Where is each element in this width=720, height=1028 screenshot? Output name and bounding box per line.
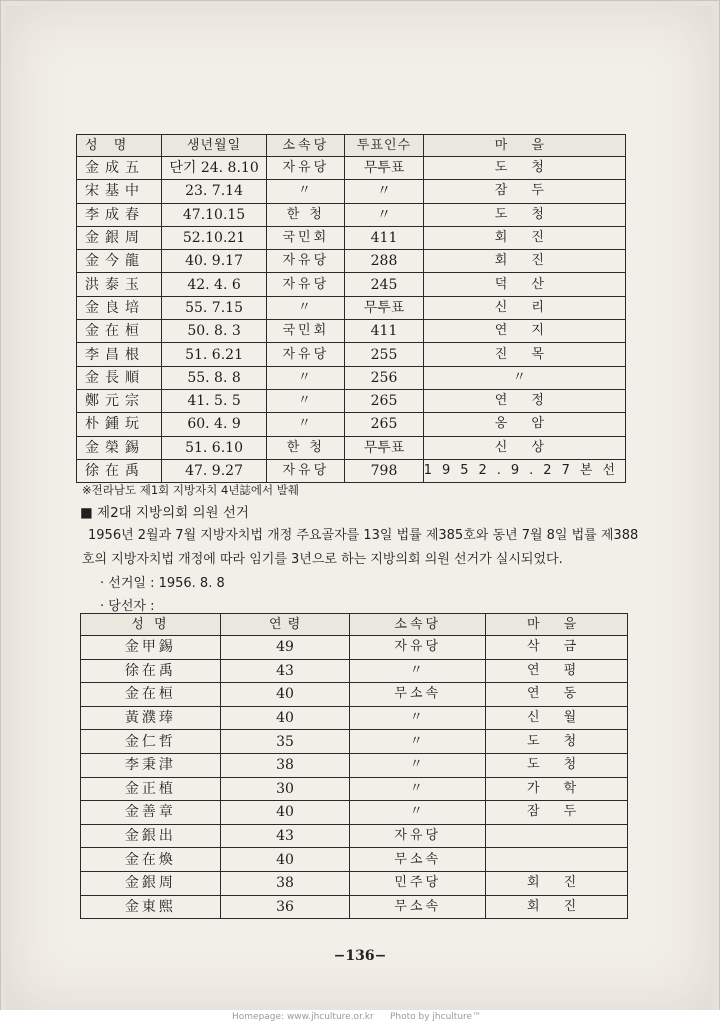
table-cell: 〃 [345,180,423,203]
section-title: ■ 제2대 지방의회 의원 선거 [80,505,249,521]
table-cell: 자유당 [267,273,345,296]
table-cell: 金良培 [77,296,162,319]
header-row [81,614,628,636]
election-date: · 선거일 : 1956. 8. 8 [100,576,225,591]
table-cell: 〃 [423,366,625,389]
table-cell: 265 [345,413,423,436]
table-cell: 삭 금 [486,636,628,660]
footer-homepage: Homepage: www.jhculture.or.kr [232,1012,374,1022]
table-cell: 자유당 [267,157,345,180]
table-row [81,824,628,848]
table-cell: 〃 [350,753,486,777]
table-cell: 신 상 [423,436,625,459]
table-row [77,203,626,226]
table-cell: 51. 6.21 [161,343,267,366]
table-row [81,636,628,660]
table-row [81,848,628,872]
table-row [77,180,626,203]
table-row [81,683,628,707]
table-row [77,296,626,319]
table-cell: 金在煥 [81,848,221,872]
table-row [81,895,628,919]
table-cell: 무투표 [345,436,423,459]
table-cell: 잠 두 [486,801,628,825]
table-row [81,801,628,825]
table-cell: 鄭元宗 [77,389,162,412]
table-cell: 〃 [350,706,486,730]
table-cell: 자유당 [267,343,345,366]
table-cell: 1952.9.27본선 [423,459,625,482]
table-cell: 회 진 [423,226,625,249]
column-header: 성 명 [81,614,221,636]
table-row [77,273,626,296]
table-cell [486,824,628,848]
table-cell: 43 [220,824,350,848]
table-cell: 55. 8. 8 [161,366,267,389]
table-cell: 411 [345,226,423,249]
table-cell: 40 [220,801,350,825]
table-cell: 金銀周 [81,871,221,895]
table-cell: 38 [220,871,350,895]
table-cell: 30 [220,777,350,801]
table-cell: 40. 9.17 [161,250,267,273]
table-cell: 49 [220,636,350,660]
table-cell: 李成春 [77,203,162,226]
table-row [77,413,626,436]
table-cell: 도 청 [486,730,628,754]
table-cell: 국민회 [267,320,345,343]
table-cell: 옹 암 [423,413,625,436]
table-cell: 〃 [267,389,345,412]
table-cell: 〃 [350,730,486,754]
column-header: 생년월일 [161,135,267,157]
table-cell: 연 정 [423,389,625,412]
table-cell: 40 [220,848,350,872]
table-cell: 무소속 [350,683,486,707]
table-row [81,871,628,895]
source-note: ※전라남도 제1회 지방자치 4년誌에서 발췌 [82,483,300,497]
table-row [77,459,626,482]
table-cell: 43 [220,659,350,683]
table-cell: 한 청 [267,436,345,459]
table-cell: 잠 두 [423,180,625,203]
table-cell: 金成五 [77,157,162,180]
table-row [81,777,628,801]
table-cell: 자유당 [267,250,345,273]
table-cell: 〃 [267,180,345,203]
table-cell: 金在桓 [81,683,221,707]
table-cell: 李秉津 [81,753,221,777]
table-cell: 288 [345,250,423,273]
table-cell [486,848,628,872]
table-cell: 〃 [267,366,345,389]
table-cell: 51. 6.10 [161,436,267,459]
table-row [77,226,626,249]
table-cell: 徐在禹 [81,659,221,683]
table-cell: 40 [220,683,350,707]
table-cell: 金東熙 [81,895,221,919]
table-cell: 41. 5. 5 [161,389,267,412]
table-cell: 회 진 [486,871,628,895]
table-row [81,706,628,730]
header-row [77,135,626,157]
table-cell: 도 청 [423,203,625,226]
table-cell: 60. 4. 9 [161,413,267,436]
table-cell: 金今龍 [77,250,162,273]
table-cell: 〃 [267,413,345,436]
table-cell: 국민회 [267,226,345,249]
table-cell: 宋基中 [77,180,162,203]
table-cell: 〃 [267,296,345,319]
table-row [81,753,628,777]
table-cell: 411 [345,320,423,343]
table-row [77,389,626,412]
table-cell: 자유당 [267,459,345,482]
table-cell: 金銀出 [81,824,221,848]
table-cell: 도 청 [486,753,628,777]
table-cell: 연 평 [486,659,628,683]
page-number: −136− [333,948,387,964]
table-row [77,366,626,389]
table-cell: 金正植 [81,777,221,801]
table-cell: 한 청 [267,203,345,226]
table-cell: 42. 4. 6 [161,273,267,296]
table-cell: 〃 [350,777,486,801]
column-header: 투표인수 [345,135,423,157]
table-cell: 단기 24. 8.10 [161,157,267,180]
table-cell: 李昌根 [77,343,162,366]
table-cell: 256 [345,366,423,389]
table-cell: 도 청 [423,157,625,180]
table-cell: 가 학 [486,777,628,801]
table-cell: 47.10.15 [161,203,267,226]
table-cell: 연 동 [486,683,628,707]
table-cell: 47. 9.27 [161,459,267,482]
table-cell: 회 진 [486,895,628,919]
table-cell: 50. 8. 3 [161,320,267,343]
table-cell: 朴鍾玩 [77,413,162,436]
table-cell: 진 목 [423,343,625,366]
footer-photo-credit: Photo by jhculture™ [390,1012,482,1022]
column-header: 마 을 [486,614,628,636]
table-cell: 798 [345,459,423,482]
council-members-table-2 [80,613,628,919]
table-cell: 黃濮琫 [81,706,221,730]
table-row [77,436,626,459]
table-cell: 245 [345,273,423,296]
table-cell: 金長順 [77,366,162,389]
table-cell: 회 진 [423,250,625,273]
table-cell: 金銀周 [77,226,162,249]
table-cell: 金善章 [81,801,221,825]
table-cell: 40 [220,706,350,730]
table-cell: 자유당 [350,636,486,660]
table-row [77,157,626,180]
council-members-table-1 [76,134,626,483]
table-cell: 金甲錫 [81,636,221,660]
table-cell: 신 리 [423,296,625,319]
table-cell: 255 [345,343,423,366]
table-cell: 265 [345,389,423,412]
table-row [77,250,626,273]
elected-label: · 당선자 : [100,599,155,614]
table-cell: 洪泰玉 [77,273,162,296]
table-row [81,730,628,754]
table-cell: 무소속 [350,895,486,919]
table-cell: 민주당 [350,871,486,895]
footer-strip [0,1010,720,1028]
table-cell: 〃 [350,801,486,825]
table-cell: 덕 산 [423,273,625,296]
table-cell: 무투표 [345,296,423,319]
table-cell: 金在桓 [77,320,162,343]
body-paragraph: 1956년 2월과 7월 지방자치법 개정 주요골자를 13일 법률 제385호와 동년 7월 8일 법률 제388호의 지방자치법 개정에 따라 임기를 3년으로 하는 지방의회 의원 선거가 실시되었다. [82,528,639,567]
column-header: 소속당 [350,614,486,636]
table-cell: 연 지 [423,320,625,343]
table-cell: 35 [220,730,350,754]
table-cell: 38 [220,753,350,777]
table-cell: 52.10.21 [161,226,267,249]
column-header: 소속당 [267,135,345,157]
table-cell: 신 월 [486,706,628,730]
table-cell: 徐在禹 [77,459,162,482]
table-cell: 무소속 [350,848,486,872]
table-cell: 金榮錫 [77,436,162,459]
column-header: 연 령 [220,614,350,636]
column-header: 마 을 [423,135,625,157]
table-cell: 55. 7.15 [161,296,267,319]
table-cell: 자유당 [350,824,486,848]
table-row [81,659,628,683]
table-cell: 金仁哲 [81,730,221,754]
table-row [77,343,626,366]
table-row [77,320,626,343]
table-cell: 36 [220,895,350,919]
table-cell: 무투표 [345,157,423,180]
table-cell: 〃 [345,203,423,226]
table-cell: 〃 [350,659,486,683]
table-cell: 23. 7.14 [161,180,267,203]
column-header: 성 명 [77,135,162,157]
